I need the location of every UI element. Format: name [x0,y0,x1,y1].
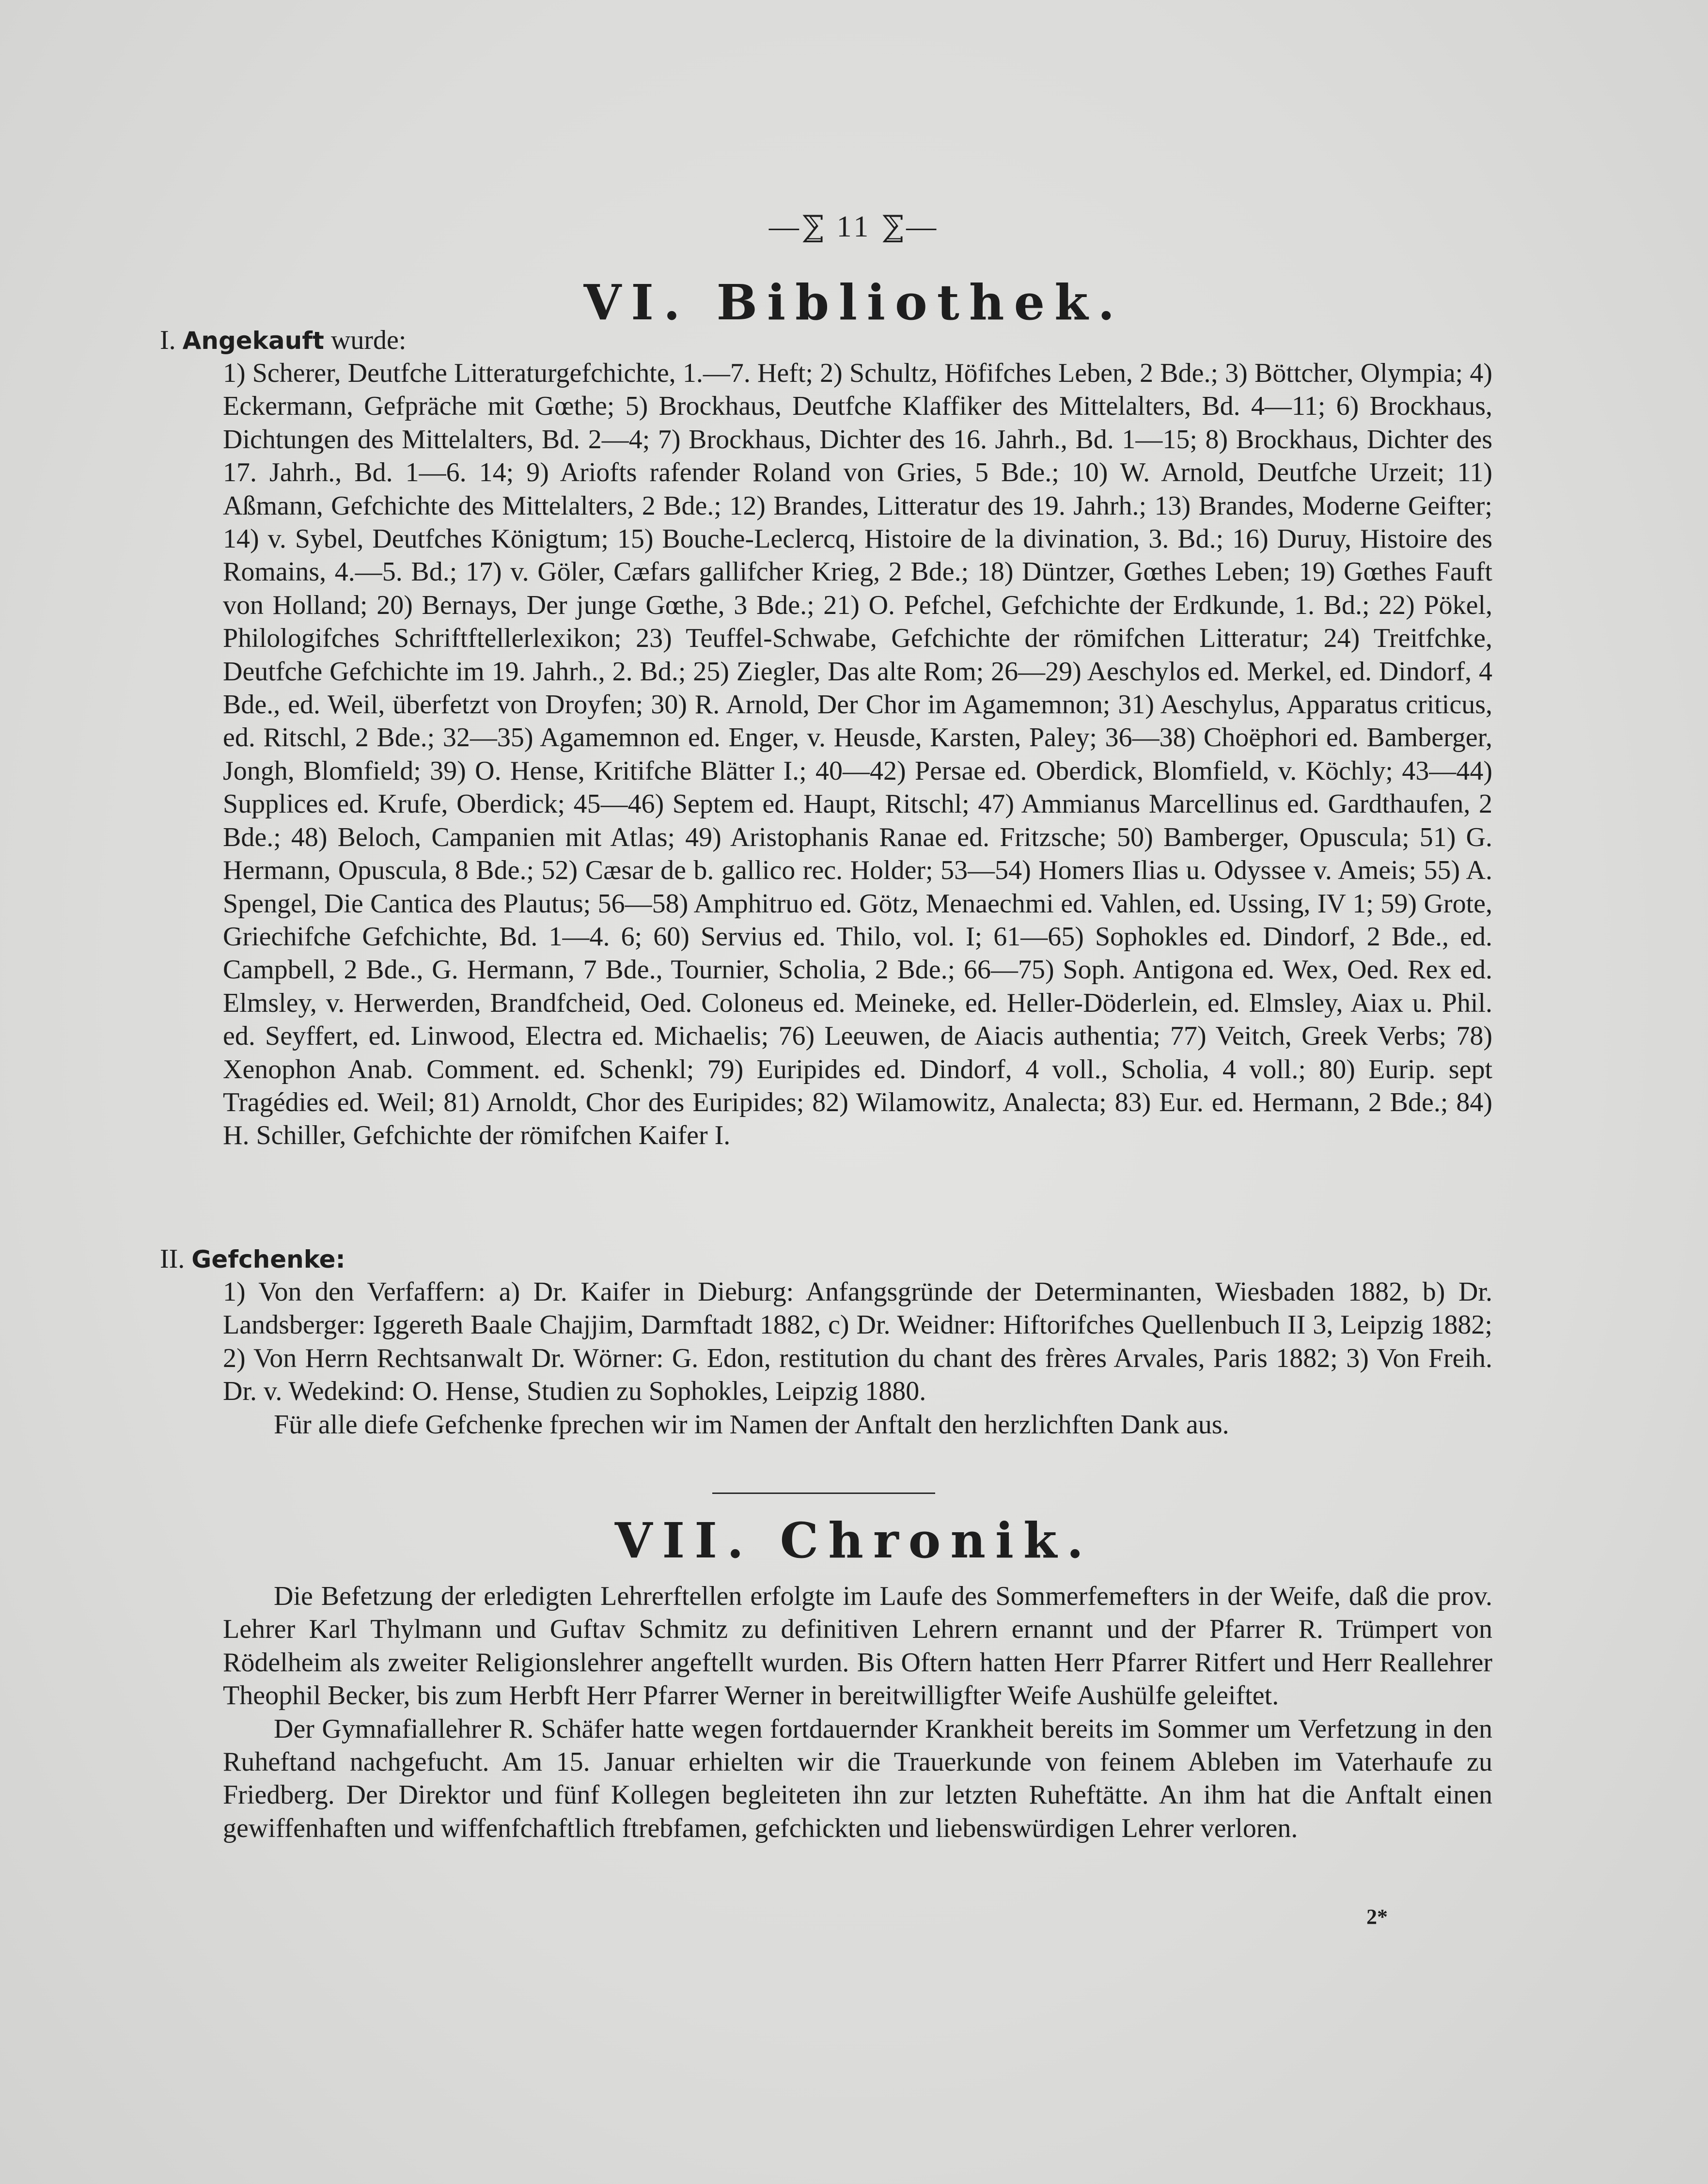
heading-numeral: II. [160,1244,185,1274]
heading-rest: wurde: [330,325,407,355]
chronik-paragraph-1: Die Befetzung der erledigten Lehrerftellen erfolgte im Laufe des Sommerfemefters in der Weife, daß die prov. Lehrer Karl Thylmann und Guftav Schmitz zu definitiven Lehrern ernannt und der Pfarrer R. Trümpert von Rödelheim als zweiter Religionslehrer angeftellt wurden. Bis Oftern hatten Herr Pfarrer Ritfert und Herr Reallehrer Theophil Becker, bis zum Herbft Herr Pfarrer Werner in bereitwilligfter Weife Aushülfe geleiftet. [223,1581,1492,1711]
section-divider [712,1493,935,1494]
signature-mark: 2* [1366,1905,1388,1929]
gifts-list: 1) Von den Verfaffern: a) Dr. Kaifer in Dieburg: Anfangsgründe der Determinanten, Wiesbaden 1882, b) Dr. Landsberger: Iggereth Baale Chajjim, Darmftadt 1882, c) Dr. Weidner: Hiftorifches Quellenbuch II 3, Leipzig 1882; 2) Von Herrn Rechtsanwalt Dr. Wörner: G. Edon, restitution du chant des frères Arvales, Paris 1882; 3) Von Freih. Dr. v. Wedekind: O. Hense, Studien zu Sophokles, Leipzig 1880. [223,1277,1492,1407]
gifts-section [223,1275,1492,1441]
heading-numeral: I. [160,325,176,355]
chronik-body [223,1580,1492,1845]
acquisitions-list: 1) Scherer, Deutfche Litteraturgefchichte, 1.—7. Heft; 2) Schultz, Höfifches Leben, 2 Bde.; 3) Böttcher, Olympia; 4) Eckermann, Gefpräche mit Gœthe; 5) Brockhaus, Deutfche Klaffiker des Mittelalters, Bd. 4—11; 6) Brockhaus, Dichtungen des Mittelalters, Bd. 2—4; 7) Brockhaus, Dichter des 16. Jahrh., Bd. 1—15; 8) Brockhaus, Dichter des 17. Jahrh., Bd. 1—6. 14; 9) Ariofts rafender Roland von Gries, 5 Bde.; 10) W. Arnold, Deutfche Urzeit; 11) Aßmann, Gefchichte des Mittelalters, 2 Bde.; 12) Brandes, Litteratur des 19. Jahrh.; 13) Brandes, Moderne Geifter; 14) v. Sybel, Deutfches Königtum; 15) Bouche-Leclercq, Histoire de la divination, 3. Bd.; 16) Duruy, Histoire des Romains, 4.—5. Bd.; 17) v. Göler, Cæfars gallifcher Krieg, 2 Bde.; 18) Düntzer, Gœthes Leben; 19) Gœthes Fauft von Holland; 20) Bernays, Der junge Gœthe, 3 Bde.; 21) O. Pefchel, Gefchichte der Erdkunde, 1. Bd.; 22) Pökel, Philologifches Schriftftellerlexikon; 23) Teuffel-Schwabe, Gefchichte der römifchen Litteratur; 24) Treitfchke, Deutfche Gefchichte im 19. Jahrh., 2. Bd.; 25) Ziegler, Das alte Rom; 26—29) Aeschylos ed. Merkel, ed. Dindorf, 4 Bde., ed. Weil, überfetzt von Droyfen; 30) R. Arnold, Der Chor im Agamemnon; 31) Aeschylus, Apparatus criticus, ed. Ritschl, 2 Bde.; 32—35) Agamemnon ed. Enger, v. Heusde, Karsten, Paley; 36—38) Choëphori ed. Bamberger, Jongh, Blomfield; 39) O. Hense, Kritifche Blätter I.; 40—42) Persae ed. Oberdick, Blomfield, v. Köchly; 43—44) Supplices ed. Krufe, Oberdick; 45—46) Septem ed. Haupt, Ritschl; 47) Ammianus Marcellinus ed. Gardthaufen, 2 Bde.; 48) Beloch, Campanien mit Atlas; 49) Aristophanis Ranae ed. Fritzsche; 50) Bamberger, Opuscula; 51) G. Hermann, Opuscula, 8 Bde.; 52) Cæsar de b. gallico rec. Holder; 53—54) Homers Ilias u. Odyssee v. Ameis; 55) A. Spengel, Die Cantica des Plautus; 56—58) Amphitruo ed. Götz, Menaechmi ed. Vahlen, ed. Ussing, IV 1; 59) Grote, Griechifche Gefchichte, Bd. 1—4. 6; 60) Servius ed. Thilo, vol. I; 61—65) Sophokles ed. Dindorf, 2 Bde., ed. Campbell, 2 Bde., G. Hermann, 7 Bde., Tournier, Scholia, 2 Bde.; 66—75) Soph. Antigona ed. Wex, Oed. Rex ed. Elmsley, v. Herwerden, Brandfcheid, Oed. Coloneus ed. Meineke, ed. Heller-Döderlein, ed. Elmsley, Aiax u. Phil. ed. Seyffert, ed. Linwood, Electra ed. Michaelis; 76) Leeuwen, de Aiacis authentia; 77) Veitch, Greek Verbs; 78) Xenophon Anab. Comment. ed. Schenkl; 79) Euripides ed. Dindorf, 4 voll., Scholia, 4 voll.; 80) Eurip. sept Tragédies ed. Weil; 81) Arnoldt, Chor des Euripides; 82) Wilamowitz, Analecta; 83) Eur. ed. Hermann, 2 Bde.; 84) H. Schiller, Gefchichte der römifchen Kaifer I. [223,358,1492,1151]
thanks-line: Für alle diefe Gefchenke fprechen wir im Namen der Anftalt den herzlichften Dank aus. [274,1409,1229,1440]
page-number: —⅀ 11 ⅀— [768,210,940,243]
section-title-bibliothek: VI. Bibliothek. [583,274,1125,331]
section-title-chronik: VII. Chronik. [614,1512,1094,1569]
chronik-paragraph-2: Der Gymnafiallehrer R. Schäfer hatte wegen fortdauernder Krankheit bereits im Sommer um Verfetzung in den Ruheftand nachgefucht. Am 15. Januar erhielten wir die Trauerkunde von feinem Ableben im Vaterhaufe zu Friedberg. Der Direktor und fünf Kollegen begleiteten ihn zur letzten Ruheftätte. An ihm hat die Anftalt einen gewiffenhaften und wiffenfchaftlich ftrebfamen, gefchickten und liebenswürdigen Lehrer verloren. [223,1713,1492,1843]
heading-bold-label: Angekauft [182,327,324,355]
heading-geschenke [160,1242,1492,1276]
heading-bold-label: Gefchenke: [191,1245,345,1273]
heading-angekauft [160,324,1492,357]
